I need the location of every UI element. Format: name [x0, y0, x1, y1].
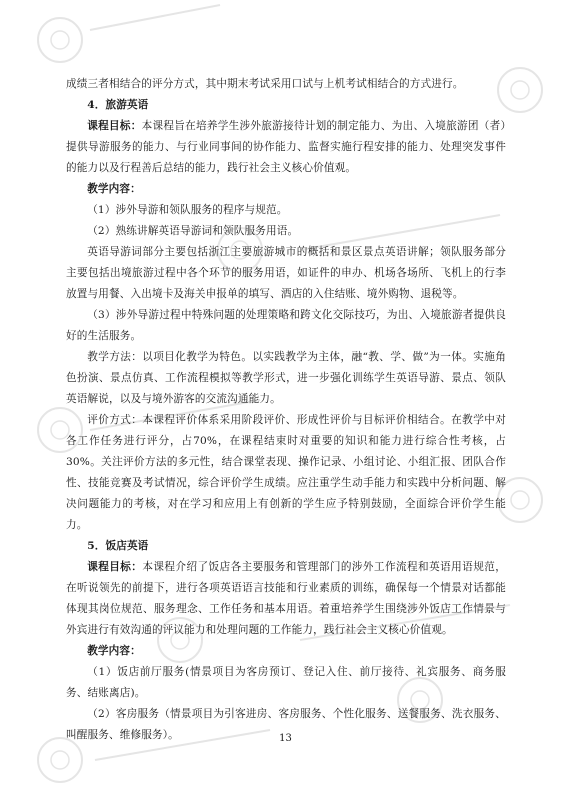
- section-heading-hotel-english: 5．饭店英语: [87, 540, 149, 552]
- list-item-1: （1）涉外导游和领队服务的程序与规范。: [87, 204, 288, 216]
- section-heading-tourism-english: 4．旅游英语: [87, 99, 149, 111]
- text-course-goal-hotel: 本课程介绍了饭店各主要服务和管理部门的涉外工作流程和英语用语规范，在听说领先的前提下，进行各项英语语言技能和行业素质的训练，确保每一个情景对话都能体现其岗位规范、服务理念、工作任务和基本用语。着重培养学生围绕涉外饭店工作情景与外宾进行有效沟通的评议能力和处理问题的工作能力，践行社会主义核心价值观。: [66, 561, 507, 636]
- label-teaching-content: 教学内容：: [87, 183, 141, 195]
- list-item-front-office: （1）饭店前厅服务(情景项目为客房预订、登记入住、前厅接待、礼宾服务、商务服务、结账离店)。: [66, 666, 506, 699]
- list-item-2: （2）熟练讲解英语导游词和领队服务用语。: [87, 225, 299, 237]
- paragraph-line-0: 成绩三者相结合的评分方式，其中期末考试采用口试与上机考试相结合的方式进行。: [66, 78, 464, 90]
- paragraph-guide-content: 英语导游词部分主要包括浙江主要旅游城市的概括和景区景点英语讲解；领队服务部分主要包括出境旅游过程中各个环节的服务用语，如证件的申办、机场各场所、飞机上的行李放置与用餐、入出境卡及海关申报单的填写、酒店的入住结账、境外购物、退税等。: [66, 246, 506, 300]
- text-course-goal: 本课程旨在培养学生涉外旅游接待计划的制定能力、为出、入境旅游团（者）提供导游服务的能力、与行业同事间的协作能力、监督实施行程安排的能力、处理突发事件的能力以及行程善后总结的能力，践行社会主义核心价值观。: [66, 120, 506, 174]
- list-item-housekeeping: （2）客房服务（情景项目为引客进房、客房服务、个性化服务、送餐服务、洗衣服务、叫醒服务、维修服务）。: [66, 708, 506, 741]
- page-content: [66, 74, 506, 746]
- label-course-goal-hotel: 课程目标：: [87, 561, 143, 573]
- list-item-3: （3）涉外导游过程中特殊问题的处理策略和跨文化交际技巧，为出、入境旅游者提供良好的生活服务。: [66, 309, 506, 342]
- paragraph-course-goal-tourism: [66, 116, 506, 179]
- label-teaching-content-hotel: 教学内容：: [87, 645, 141, 657]
- label-course-goal: 课程目标：: [87, 120, 142, 132]
- paragraph-teaching-method: 教学方法：以项目化教学为特色。以实践教学为主体，融“教、学、做”为一体。实施角色扮演、景点仿真、工作流程模拟等教学形式，进一步强化训练学生英语导游、景点、领队英语解说，以及与境外游客的交流沟通能力。: [66, 351, 506, 405]
- page-number: 13: [279, 733, 292, 744]
- paragraph-course-goal-hotel: [66, 557, 506, 641]
- paragraph-evaluation: 评价方式：本课程评价体系采用阶段评价、形成性评价与目标评价相结合。在教学中对各工作任务进行评分，占70%，在课程结束时对重要的知识和能力进行综合性考核，占30%。关注评价方法的多元性，结合课堂表现、操作记录、小组讨论、小组汇报、团队合作性、技能竞赛及考试情况，综合评价学生成绩。应注重学生动手能力和实践中分析问题、解决问题能力的考核，对在学习和应用上有创新的学生应予特别鼓励，全面综合评价学生能力。: [66, 414, 506, 531]
